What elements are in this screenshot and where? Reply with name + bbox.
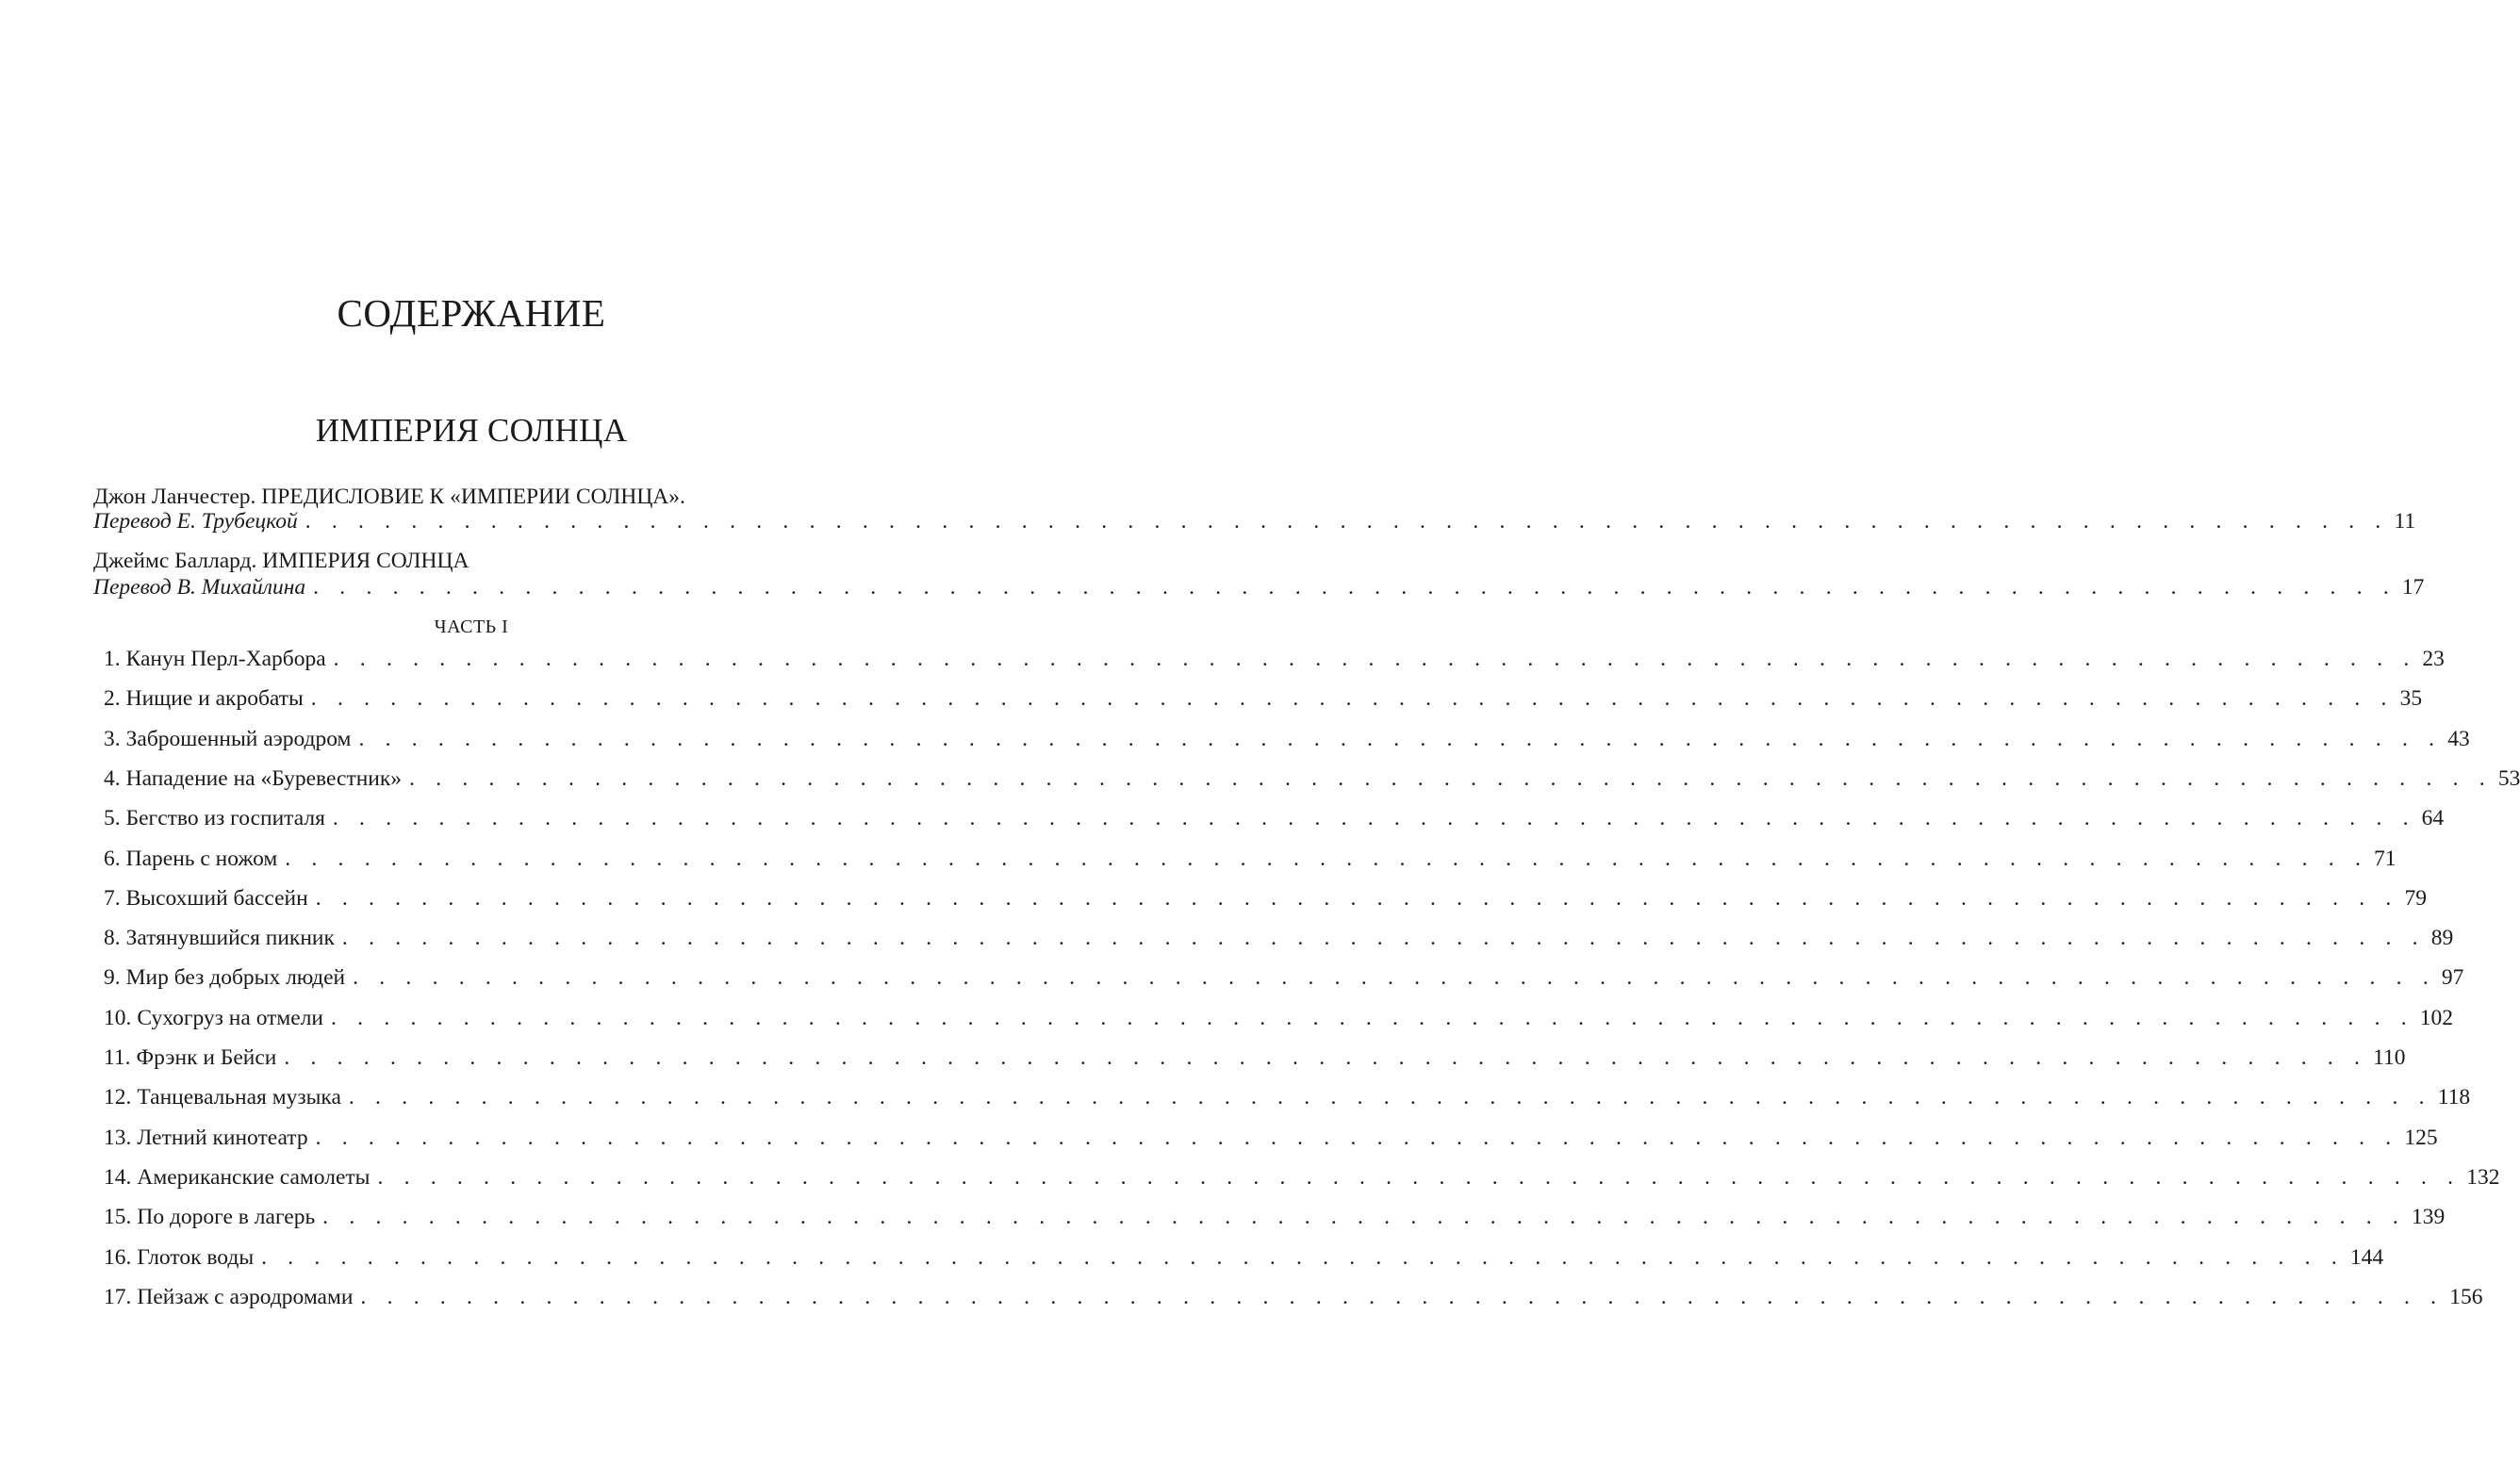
chapter-title: Сухогруз на отмели — [137, 1005, 324, 1030]
page-number: 17 — [2401, 575, 2425, 600]
page-number: 35 — [2399, 686, 2423, 712]
chapter-title: Бегство из госпиталя — [125, 806, 325, 831]
leader-dots: . . . . . . . . . . . . . . . . . . . . . . . . . . . . . . . . . . . . . . . . . . . . . . . . . . . . . . . . . . . . . . . . . . . . . . . . . . . . . . . — [315, 1125, 2399, 1150]
chapter-number: 4. — [104, 765, 121, 791]
leader-dots: . . . . . . . . . . . . . . . . . . . . . . . . . . . . . . . . . . . . . . . . . . . . . . . . . . . . . . . . . . . . . . . . . . . . . . . . . . . . . . . — [353, 965, 2436, 991]
chapter-title: Пейзаж с аэродромами — [137, 1284, 354, 1309]
front-entry-1-title: Джон Ланчестер. ПРЕДИСЛОВИЕ К «ИМПЕРИИ СОЛНЦА». — [93, 485, 685, 509]
page-number: 89 — [2430, 926, 2454, 951]
chapter-entry — [104, 645, 2445, 673]
page-number: 156 — [2449, 1284, 2483, 1309]
page-number: 64 — [2421, 806, 2445, 831]
page-number: 43 — [2447, 726, 2470, 751]
chapter-number: 16. — [104, 1244, 132, 1270]
page-number: 144 — [2349, 1244, 2384, 1270]
leader-dots: . . . . . . . . . . . . . . . . . . . . . . . . . . . . . . . . . . . . . . . . . . . . . . . . . . . . . . . . . . . . . . . . . . . . . . . . . . . . . . . — [333, 647, 2417, 671]
chapter-number: 17. — [104, 1284, 132, 1309]
chapter-entry — [104, 924, 2454, 952]
page-number: 125 — [2404, 1125, 2438, 1150]
chapter-number: 12. — [104, 1085, 132, 1110]
chapter-number: 10. — [104, 1005, 132, 1030]
leader-dots: . . . . . . . . . . . . . . . . . . . . . . . . . . . . . . . . . . . . . . . . . . . . . . . . . . . . . . . . . . . . . . . . . . . . . . . . . . . . . . . — [332, 806, 2416, 831]
chapter-number: 2. — [104, 686, 121, 712]
chapter-number: 11. — [104, 1045, 131, 1070]
chapter-title: Танцевальная музыка — [137, 1085, 341, 1110]
chapter-title: Высохший бассейн — [125, 885, 308, 911]
front-entry-1 — [93, 507, 2416, 535]
leader-dots: . . . . . . . . . . . . . . . . . . . . . . . . . . . . . . . . . . . . . . . . . . . . . . . . . . . . . . . . . . . . . . . . . . . . . . . . . . . . . . . — [377, 1164, 2462, 1190]
front-entry-2-title: Джеймс Баллард. ИМПЕРИЯ СОЛНЦА — [93, 549, 469, 573]
chapter-number: 8. — [104, 926, 121, 951]
page-number: 132 — [2466, 1164, 2500, 1190]
leader-dots: . . . . . . . . . . . . . . . . . . . . . . . . . . . . . . . . . . . . . . . . . . . . . . . . . . . . . . . . . . . . . . . . . . . . . . . . . . . . . . . — [310, 686, 2395, 712]
chapter-title: Глоток воды — [137, 1244, 255, 1270]
leader-dots: . . . . . . . . . . . . . . . . . . . . . . . . . . . . . . . . . . . . . . . . . . . . . . . . . . . . . . . . . . . . . . . . . . . . . . . . . . . . . . . — [358, 726, 2443, 751]
chapter-number: 5. — [104, 806, 121, 831]
page-title: СОДЕРЖАНИЕ — [337, 291, 606, 335]
chapter-title: Фрэнк и Бейси — [136, 1045, 277, 1070]
leader-dots: . . . . . . . . . . . . . . . . . . . . . . . . . . . . . . . . . . . . . . . . . . . . . . . . . . . . . . . . . . . . . . . . . . . . . . . . . . . . . . . — [305, 509, 2389, 534]
leader-dots: . . . . . . . . . . . . . . . . . . . . . . . . . . . . . . . . . . . . . . . . . . . . . . . . . . . . . . . . . . . . . . . . . . . . . . . . . . . . . . . — [313, 575, 2396, 600]
chapter-entry — [104, 1203, 2446, 1231]
chapter-entry — [104, 684, 2423, 713]
chapter-entry — [104, 845, 2396, 873]
chapter-title: По дороге в лагерь — [137, 1205, 316, 1230]
chapter-entry — [104, 1083, 2471, 1111]
part-heading: ЧАСТЬ I — [434, 616, 509, 637]
chapter-title: Нападение на «Буревестник» — [125, 765, 403, 791]
leader-dots: . . . . . . . . . . . . . . . . . . . . . . . . . . . . . . . . . . . . . . . . . . . . . . . . . . . . . . . . . . . . . . . . . . . . . . . . . . . . . . . — [284, 1045, 2368, 1070]
chapter-number: 14. — [104, 1164, 132, 1190]
front-entry-1-translator: Перевод Е. Трубецкой — [93, 509, 298, 534]
chapter-entry — [104, 1124, 2438, 1152]
chapter-number: 15. — [104, 1205, 132, 1230]
page-number: 79 — [2404, 885, 2427, 911]
front-entry-2-translator: Перевод В. Михайлина — [93, 575, 306, 600]
front-entry-2 — [93, 573, 2425, 601]
chapter-number: 7. — [104, 885, 121, 911]
chapter-entry — [104, 725, 2470, 753]
chapter-entry — [104, 1283, 2483, 1311]
page-number: 118 — [2437, 1085, 2471, 1110]
chapter-title: Заброшенный аэродром — [125, 726, 352, 751]
page-number: 139 — [2411, 1205, 2446, 1230]
chapter-entry — [104, 1004, 2454, 1032]
chapter-entry — [104, 963, 2464, 992]
chapter-title: Парень с ножом — [125, 846, 278, 871]
chapter-number: 9. — [104, 965, 121, 991]
chapter-number: 13. — [104, 1125, 132, 1150]
chapter-number: 1. — [104, 647, 121, 671]
page-number: 97 — [2441, 965, 2464, 991]
chapter-entry — [104, 1163, 2500, 1192]
page-number: 23 — [2422, 647, 2445, 671]
leader-dots: . . . . . . . . . . . . . . . . . . . . . . . . . . . . . . . . . . . . . . . . . . . . . . . . . . . . . . . . . . . . . . . . . . . . . . . . . . . . . . . — [322, 1205, 2406, 1230]
page-number: 110 — [2373, 1045, 2406, 1070]
chapter-title: Мир без добрых людей — [125, 965, 346, 991]
page-number: 11 — [2394, 509, 2416, 534]
leader-dots: . . . . . . . . . . . . . . . . . . . . . . . . . . . . . . . . . . . . . . . . . . . . . . . . . . . . . . . . . . . . . . . . . . . . . . . . . . . . . . . — [261, 1244, 2345, 1270]
leader-dots: . . . . . . . . . . . . . . . . . . . . . . . . . . . . . . . . . . . . . . . . . . . . . . . . . . . . . . . . . . . . . . . . . . . . . . . . . . . . . . . — [409, 765, 2493, 791]
leader-dots: . . . . . . . . . . . . . . . . . . . . . . . . . . . . . . . . . . . . . . . . . . . . . . . . . . . . . . . . . . . . . . . . . . . . . . . . . . . . . . . — [341, 926, 2426, 951]
chapter-number: 3. — [104, 726, 121, 751]
chapter-entry — [104, 804, 2445, 832]
page-number: 71 — [2374, 846, 2396, 871]
chapter-entry — [104, 884, 2427, 912]
chapter-title: Канун Перл-Харбора — [125, 647, 326, 671]
book-title: ИМПЕРИЯ СОЛНЦА — [315, 412, 628, 449]
chapter-title: Американские самолеты — [137, 1164, 371, 1190]
chapter-number: 6. — [104, 846, 121, 871]
page-number: 102 — [2419, 1005, 2454, 1030]
leader-dots: . . . . . . . . . . . . . . . . . . . . . . . . . . . . . . . . . . . . . . . . . . . . . . . . . . . . . . . . . . . . . . . . . . . . . . . . . . . . . . . — [315, 885, 2399, 911]
chapter-title: Летний кинотеатр — [137, 1125, 308, 1150]
page-number: 53 — [2497, 765, 2520, 791]
leader-dots: . . . . . . . . . . . . . . . . . . . . . . . . . . . . . . . . . . . . . . . . . . . . . . . . . . . . . . . . . . . . . . . . . . . . . . . . . . . . . . . — [348, 1085, 2432, 1110]
leader-dots: . . . . . . . . . . . . . . . . . . . . . . . . . . . . . . . . . . . . . . . . . . . . . . . . . . . . . . . . . . . . . . . . . . . . . . . . . . . . . . . — [360, 1284, 2445, 1309]
leader-dots: . . . . . . . . . . . . . . . . . . . . . . . . . . . . . . . . . . . . . . . . . . . . . . . . . . . . . . . . . . . . . . . . . . . . . . . . . . . . . . . — [285, 846, 2369, 871]
chapter-entry — [104, 1044, 2406, 1072]
chapter-entry — [104, 764, 2520, 793]
chapter-title: Затянувшийся пикник — [125, 926, 335, 951]
chapter-entry — [104, 1243, 2384, 1272]
chapter-title: Нищие и акробаты — [125, 686, 304, 712]
leader-dots: . . . . . . . . . . . . . . . . . . . . . . . . . . . . . . . . . . . . . . . . . . . . . . . . . . . . . . . . . . . . . . . . . . . . . . . . . . . . . . . — [331, 1005, 2414, 1030]
